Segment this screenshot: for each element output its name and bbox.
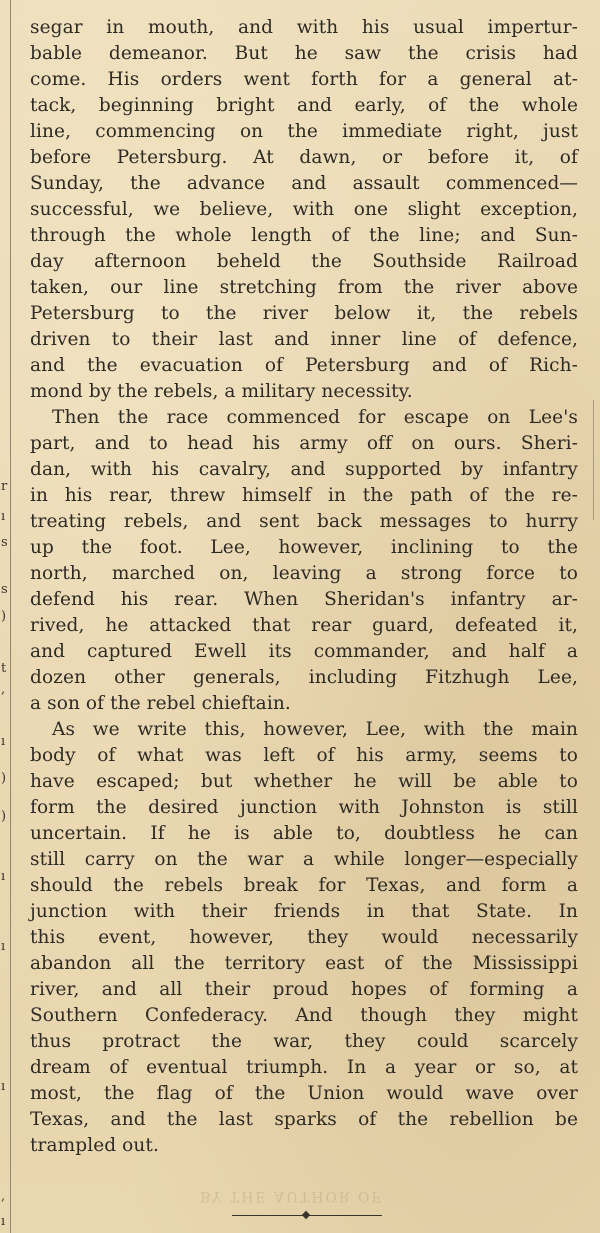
- divider-ornament-icon: [302, 1211, 310, 1219]
- article-line: thus protract the war, they could scarcely: [30, 1031, 578, 1052]
- article-line: dan, with his cavalry, and supported by infantry: [30, 459, 578, 480]
- article-line: form the desired junction with Johnston is still: [30, 797, 578, 818]
- margin-fragment: t: [1, 661, 7, 676]
- article-line: part, and to head his army off on ours. Sheri-: [30, 433, 578, 454]
- margin-fragment: ,: [1, 682, 6, 697]
- article-line: bable demeanor. But he saw the crisis had: [30, 43, 578, 64]
- article-line: tack, beginning bright and early, of the whole: [30, 95, 578, 116]
- article-line: segar in mouth, and with his usual impertur-: [30, 17, 578, 38]
- article-line: junction with their friends in that State. In: [30, 901, 578, 922]
- article-line: before Petersburg. At dawn, or before it, of: [30, 147, 578, 168]
- article-paragraph: [30, 15, 578, 405]
- margin-fragment: r: [1, 479, 8, 494]
- article-line: body of what was left of his army, seems to: [30, 745, 578, 766]
- margin-fragment: ,: [1, 1189, 6, 1204]
- article-line: dozen other generals, including Fitzhugh Lee,: [30, 667, 578, 688]
- article-line: Southern Confederacy. And though they might: [30, 1005, 578, 1026]
- margin-fragment: ı: [1, 1079, 6, 1094]
- column-rule-left: [10, 0, 11, 1233]
- article-line: in his rear, threw himself in the path of the re-: [30, 485, 578, 506]
- margin-fragment: s: [1, 535, 8, 550]
- article-line: abandon all the territory east of the Mississippi: [30, 953, 578, 974]
- article-line: this event, however, they would necessarily: [30, 927, 578, 948]
- margin-fragment: ): [1, 809, 7, 824]
- section-divider: [232, 1212, 382, 1220]
- margin-fragment: ı: [1, 509, 6, 524]
- article-line: line, commencing on the immediate right, just: [30, 121, 578, 142]
- article-line: Texas, and the last sparks of the rebellion be: [30, 1109, 578, 1130]
- article-line: As we write this, however, Lee, with the main: [52, 719, 578, 740]
- article-paragraph: [30, 405, 578, 717]
- margin-fragment: s: [1, 582, 8, 597]
- article-line: treating rebels, and sent back messages to hurry: [30, 511, 578, 532]
- article-line: through the whole length of the line; and Sun-: [30, 225, 578, 246]
- article-line: should the rebels break for Texas, and form a: [30, 875, 578, 896]
- article-line: Petersburg to the river below it, the rebels: [30, 303, 578, 324]
- article-line: come. His orders went forth for a general at-: [30, 69, 578, 90]
- article-line: up the foot. Lee, however, inclining to the: [30, 537, 578, 558]
- bleed-through-text: BY THE AUTHOR OF: [200, 1188, 384, 1204]
- article-line: Then the race commenced for escape on Lee's: [52, 407, 578, 428]
- article-line: taken, our line stretching from the river above: [30, 277, 578, 298]
- article-line: successful, we believe, with one slight exception,: [30, 199, 578, 220]
- article-line: most, the flag of the Union would wave over: [30, 1083, 578, 1104]
- article-line: still carry on the war a while longer—especially: [30, 849, 578, 870]
- left-margin-fragments: [0, 0, 10, 1233]
- article-line: and captured Ewell its commander, and half a: [30, 641, 578, 662]
- article-line: rived, he attacked that rear guard, defeated it,: [30, 615, 578, 636]
- margin-fragment: ı: [1, 939, 6, 954]
- article-line: uncertain. If he is able to, doubtless he can: [30, 823, 578, 844]
- article-line: a son of the rebel chieftain.: [30, 693, 291, 714]
- article-line: north, marched on, leaving a strong force to: [30, 563, 578, 584]
- column-rule-right: [593, 400, 594, 520]
- article-line: river, and all their proud hopes of forming a: [30, 979, 578, 1000]
- article-line: and the evacuation of Petersburg and of Rich-: [30, 355, 578, 376]
- article-line: have escaped; but whether he will be able to: [30, 771, 578, 792]
- article-line: defend his rear. When Sheridan's infantry ar-: [30, 589, 578, 610]
- article-line: trampled out.: [30, 1135, 159, 1156]
- article-line: dream of eventual triumph. In a year or so, at: [30, 1057, 578, 1078]
- margin-fragment: ı: [1, 1214, 6, 1229]
- article-line: driven to their last and inner line of defence,: [30, 329, 578, 350]
- margin-fragment: ı: [1, 734, 6, 749]
- article-column: [30, 15, 578, 1159]
- margin-fragment: ): [1, 609, 7, 624]
- article-paragraph: [30, 717, 578, 1159]
- article-line: Sunday, the advance and assault commenced—: [30, 173, 578, 194]
- article-line: day afternoon beheld the Southside Railroad: [30, 251, 578, 272]
- margin-fragment: ): [1, 771, 7, 786]
- margin-fragment: ı: [1, 869, 6, 884]
- article-line: mond by the rebels, a military necessity.: [30, 381, 413, 402]
